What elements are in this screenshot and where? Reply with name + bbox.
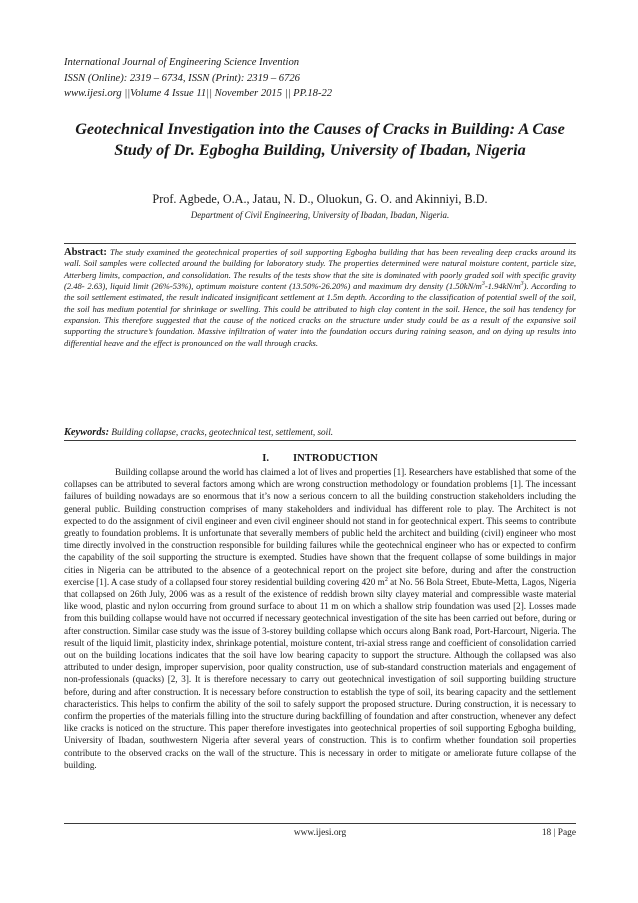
journal-header: [64, 55, 584, 102]
abstract-top-rule: [64, 243, 576, 244]
abstract: [64, 247, 576, 349]
abstract-text: [64, 247, 576, 348]
introduction-text-part1: Building collapse around the world has claimed a lot of lives and properties [1]. Researchers have established that some of the collapses can be attributed to several factors among which are wrong construction methodology or foundation problems [1]. The incessant failures of building nowadays are so enormous that it’s now a serious concern to all the building construction stakeholders including the general public. Building construction comprises of many stakeholders and individual has different role to play. The Architect is not expected to do the assignment of civil engineer and even civil engineer should not stand in for geotechnical expert. This seems to contribute greatly to foundation problems. It is unfortunate that severally members of public held the architect and building (civil) engineer who most time directly involved in the construction responsible for building failures while the geotechnical engineer who has or expected to confirm the capability of the soil supporting the structure is exempted. Studies have shown that the frequent collapse of some buildings in major cities in Nigeria can be attributed to the absence of a geotechnical report on the project site before, during and after the construction exercise [1]. A case study of a collapsed four storey residential building covering 420 m: [64, 467, 576, 587]
journal-name: International Journal of Engineering Science Invention: [64, 57, 300, 68]
abstract-text-part2: -1.94kN/m: [484, 281, 521, 292]
footer-rule: [64, 823, 576, 824]
abstract-label: Abstract:: [64, 247, 107, 258]
introduction-text-part2: at No. 56 Bola Street, Ebute-Metta, Lagos, Nigeria that collapsed on 26th July, 2006 was as a result of the existence of reddish brown silty clayey material and compressible waste material like wood, plastic and nylon occurring from ground surface to about 11 m on which a shallow strip foundation was used [2]. Losses made from this building collapse would have not occurred if necessary geotechnical investigation of the site has been carried out before, during or after construction. Similar case study was the issue of 3-storey building collapse which occurs along Bank road, Port-Harcourt, Nigeria. The result of the liquid limit, plasticity index, shrinkage potential, moisture content, tri-axial stress range and coefficient of consolidation carried out on the building locations indicates that the soil have low bearing capacity to support the structure. Although the collapsed was also attributed to under design, improper supervision, poor quality construction, use of sub-standard construction materials and engagement of non-professionals (quacks) [2, 3]. It is therefore necessary to carry out geotechnical investigation of soil supporting building structure before, during and after construction. It is necessary before construction to establish the type of soil, its bearing capacity and the settlement characteristics. This helps to confirm the ability of the soil to safely support the proposed structure. During construction, it is necessary to confirm the properties of the materials filling into the structure during backfilling of foundation and after construction, whenever any defect like cracks is noticed on the structure. This paper therefore investigates into geotechnical properties of soil supporting Egbogha building, University of Ibadan, southwestern Nigeria after several years of construction. This is to confirm whether foundation soil properties contribute to the observed cracks on the wall of the structure. This is necessary in order to mitigate or ameliorate future collapse of the building.: [64, 576, 576, 770]
author-affiliation: Department of Civil Engineering, University of Ibadan, Ibadan, Nigeria.: [190, 210, 450, 220]
keywords-bottom-rule: [64, 440, 576, 441]
keywords-label: Keywords:: [64, 427, 110, 438]
journal-issn: ISSN (Online): 2319 – 6734, ISSN (Print): 2319 – 6726: [64, 72, 300, 84]
paper-title: Geotechnical Investigation into the Causes of Cracks in Building: A Case Study of Dr. Egbogha Building, University of Ibadan, Nigeria: [75, 120, 565, 159]
paper-authors: Prof. Agbede, O.A., Jatau, N. D., Oluokun, G. O. and Akinniyi, B.D.: [152, 192, 488, 206]
keywords: [64, 426, 576, 439]
abstract-text-part1: The study examined the geotechnical properties of soil supporting Egbogha building that has been revealing deep cracks around its wall. Soil samples were collected around the building for laboratory study. The properties determined were natural moisture content, particle size, Atterberg limits, compaction, and consolidation. The results of the tests show that the site is dominated with poorly graded soil with specific gravity (2.48- 2.63), liquid limit (26%-53%), optimum moisture content (13.50%-26.20%) and maximum dry density (1.50kN/m: [64, 247, 576, 292]
abstract-superscript-1: 3: [481, 281, 485, 288]
journal-issue: www.ijesi.org ||Volume 4 Issue 11|| November 2015 || PP.18-22: [64, 88, 333, 100]
keywords-text: Building collapse, cracks, geotechnical test, settlement, soil.: [111, 427, 334, 437]
introduction-paragraph: [64, 466, 576, 771]
section-title: INTRODUCTION: [293, 453, 378, 464]
footer-site: www.ijesi.org: [293, 828, 347, 838]
section-number: I.: [262, 453, 269, 464]
section-heading: [64, 452, 576, 466]
footer-page-number: 18 | Page: [541, 828, 576, 838]
abstract-superscript-2: 3: [520, 281, 524, 288]
introduction-superscript: 2: [384, 575, 388, 583]
abstract-text-part3: ). According to the soil settlement estimated, the result indicated insignificant settlement at 1.5m depth. According to the classification of potential swell of the soil, the soil has medium potential for shrinkage or swelling. This could be attributed to high clay content in the soil. Hence, the soil has tendency for expansion. This therefore suggested that the cause of the noticed cracks on the structure under study could be as a result of the expansive soil supporting the structure’s foundation. Massive infiltration of water into the foundation occurs during raining season, and on dying up results into differential heave and the effect is pronounced on the wall through cracks.: [64, 281, 576, 348]
